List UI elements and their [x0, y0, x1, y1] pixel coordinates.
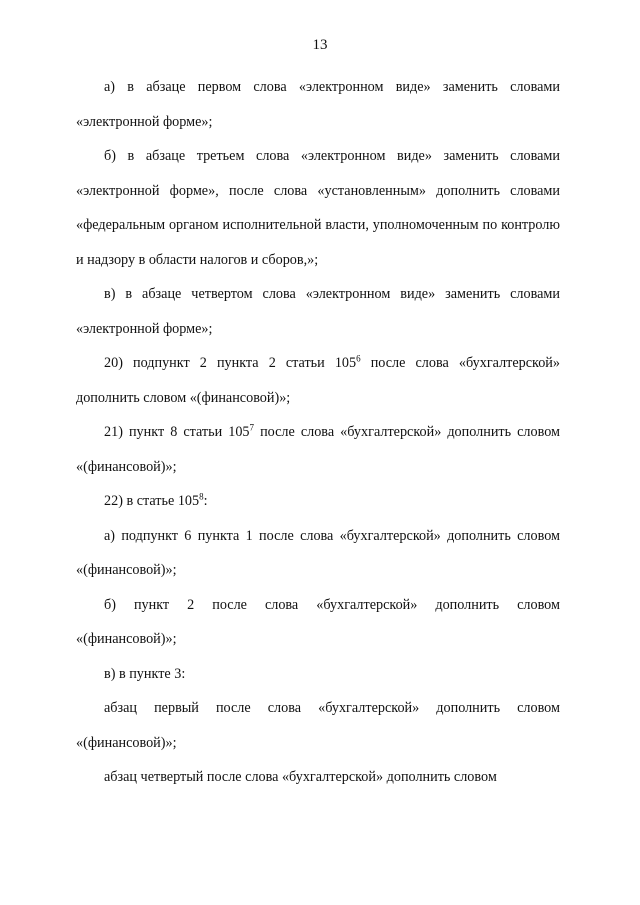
item-20-superscript: 6 [356, 353, 361, 364]
paragraph-item-22 [76, 484, 560, 519]
item-22-superscript: 8 [199, 491, 204, 502]
item-21-text: 21) пункт 8 статьи 105 [104, 424, 250, 440]
paragraph-b-third: б) в абзаце третьем слова «электронном виде» заменить словами «электронной форме», после слова «установленным» дополнить словами «федеральным органом исполнительной власти, уполномоченным по контролю и надзору в области налогов и сборов,»; [76, 148, 560, 268]
paragraph-abzac-first: абзац первый после слова «бухгалтерской» дополнить словом «(финансовой)»; [76, 700, 560, 751]
paragraph-22-v: в) в пункте 3: [104, 665, 186, 682]
item-22-rest: : [203, 493, 208, 509]
item-20-rest: после слова «бухгалтерской» дополнить словом «(финансовой)»; [76, 355, 560, 406]
item-20-text: 20) подпункт 2 пункта 2 статьи 105 [104, 355, 357, 371]
page-number: 13 [312, 37, 328, 53]
paragraph-item-21 [76, 415, 560, 484]
item-21-rest: после слова «бухгалтерской» дополнить словом «(финансовой)»; [76, 424, 560, 475]
item-22-text: 22) в статье 105 [104, 493, 200, 509]
paragraph-22-a: а) подпункт 6 пункта 1 после слова «бухгалтерской» дополнить словом «(финансовой)»; [76, 527, 560, 578]
item-21-superscript: 7 [249, 422, 255, 433]
document-body [76, 70, 560, 795]
paragraph-item-20 [76, 346, 560, 415]
paragraph-abzac-fourth: абзац четвертый после слова «бухгалтерской» дополнить словом [104, 769, 497, 785]
paragraph-a-first: а) в абзаце первом слова «электронном виде» заменить словами «электронной форме»; [76, 79, 560, 130]
paragraph-22-b: б) пункт 2 после слова «бухгалтерской» дополнить словом «(финансовой)»; [76, 596, 560, 647]
paragraph-v-fourth: в) в абзаце четвертом слова «электронном виде» заменить словами «электронной форме»; [76, 286, 560, 337]
